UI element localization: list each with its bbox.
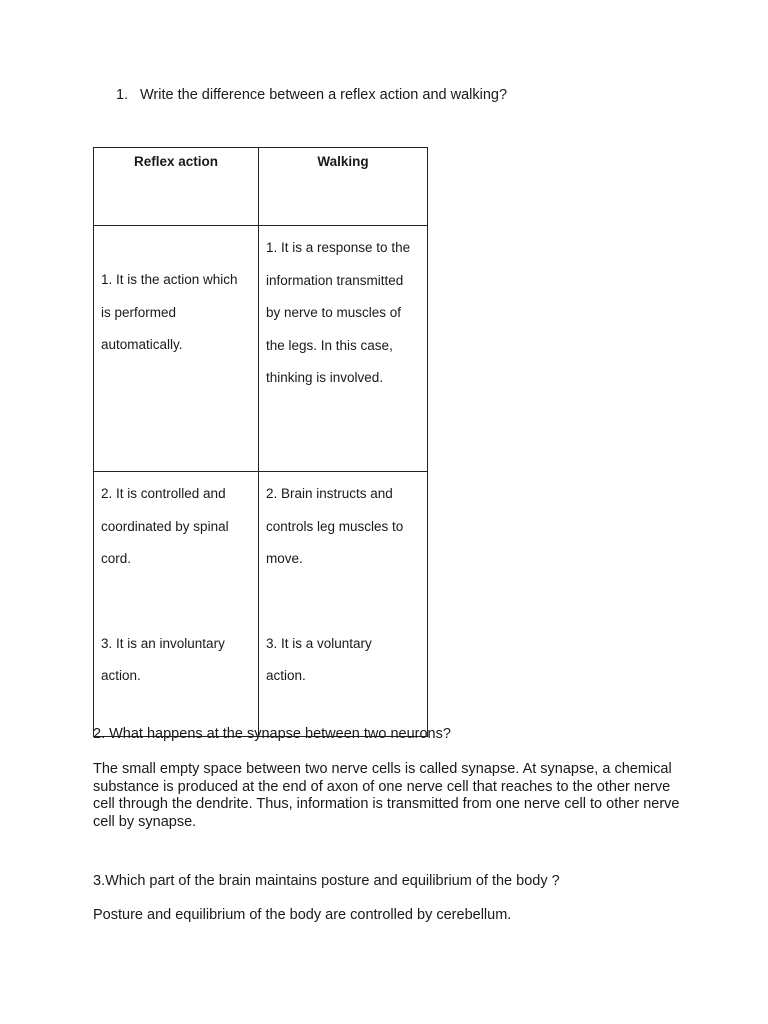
cell-line: by nerve to muscles of xyxy=(266,305,402,320)
cell-line: coordinated by spinal xyxy=(101,518,229,534)
cell-line: controls leg muscles to xyxy=(266,518,404,534)
question-1-text: Write the difference between a reflex action and walking? xyxy=(140,87,508,103)
cell-line: 2. It is controlled and xyxy=(101,486,226,501)
cell-line: the legs. In this case, xyxy=(266,337,393,353)
question-1-number: 1. xyxy=(116,87,129,103)
header-walking: Walking xyxy=(259,148,428,226)
cell-line: move. xyxy=(266,551,303,566)
question-3: 3.Which part of the brain maintains posture and equilibrium of the body ? xyxy=(93,873,560,889)
cell-spacer xyxy=(101,576,251,628)
reflex-cell-1 xyxy=(94,226,259,472)
cell-line: is performed xyxy=(101,304,177,320)
cell-line: 2. Brain instructs and xyxy=(266,486,393,501)
cell-line: 1. It is the action which xyxy=(101,272,238,287)
cell-line: automatically. xyxy=(101,337,183,352)
cell-line: 3. It is a voluntary xyxy=(266,635,372,651)
question-2: 2. What happens at the synapse between two neurons? xyxy=(93,726,451,742)
cell-line: information transmitted xyxy=(266,272,404,288)
table-row xyxy=(94,226,428,472)
walking-cell-2 xyxy=(259,472,428,737)
cell-line: action. xyxy=(101,668,141,683)
table-header-row xyxy=(94,148,428,226)
table-row xyxy=(94,472,428,737)
answer-2: The small empty space between two nerve cells is called synapse. At synapse, a chemical substance is produced at the end of axon of one nerve cell that reaches to the other nerve cell through the dendrite. Thus, information is transmitted from one nerve cell to other nerve cell by synapse. xyxy=(93,761,680,830)
cell-spacer xyxy=(266,576,420,628)
cell-line: thinking is involved. xyxy=(266,370,384,385)
cell-line: 1. It is a response to the xyxy=(266,240,411,255)
cell-line: cord. xyxy=(101,551,132,566)
comparison-table xyxy=(93,147,428,737)
reflex-cell-2 xyxy=(94,472,259,737)
question-1 xyxy=(116,87,507,103)
answer-3: Posture and equilibrium of the body are controlled by cerebellum. xyxy=(93,907,512,923)
header-reflex-action: Reflex action xyxy=(94,148,259,226)
walking-cell-1 xyxy=(259,226,428,472)
cell-line: 3. It is an involuntary xyxy=(101,635,225,651)
cell-line: action. xyxy=(266,668,306,683)
